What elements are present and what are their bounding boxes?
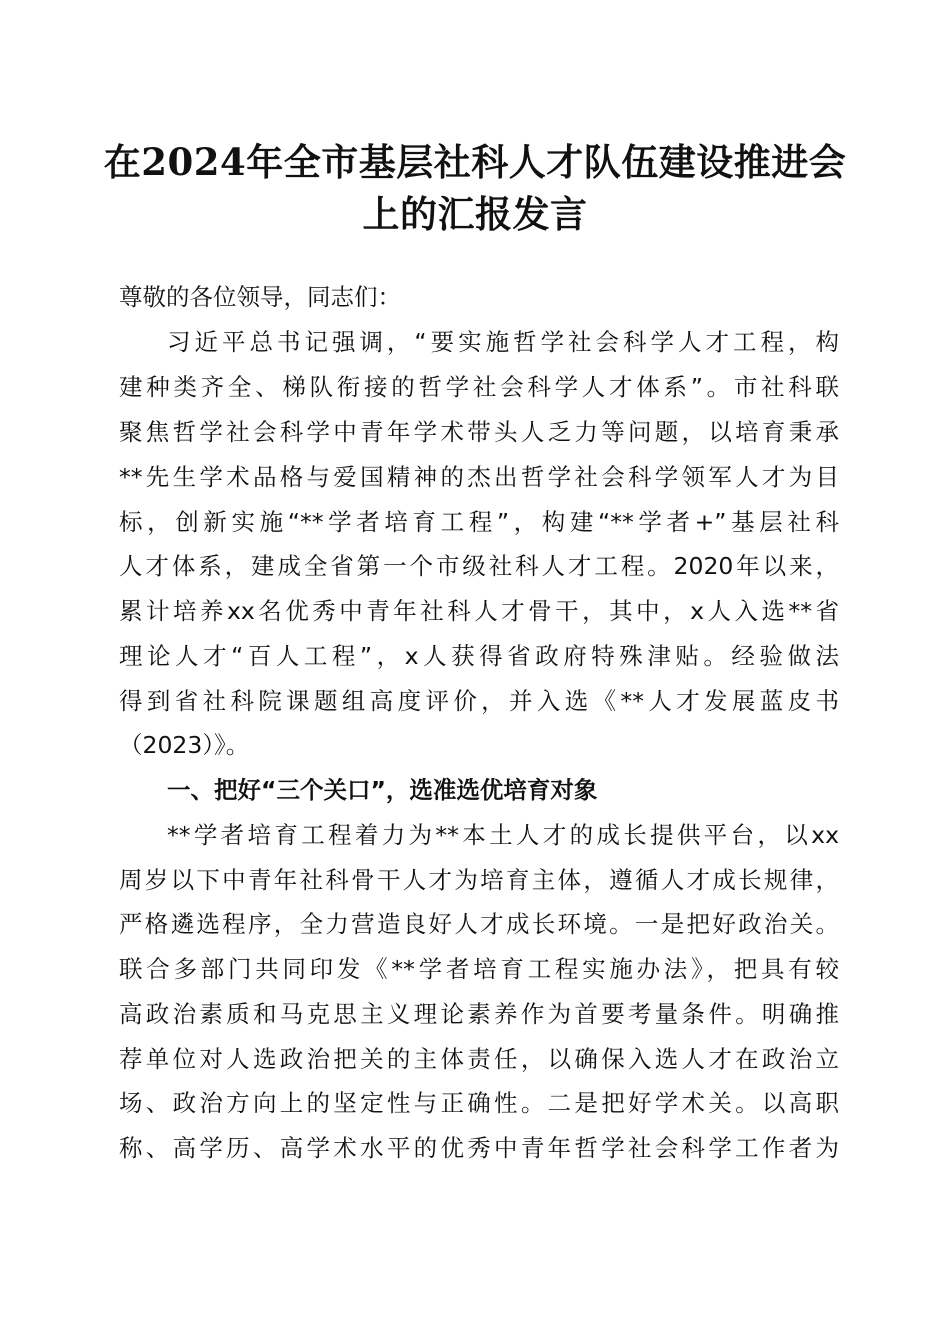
paragraph-2-line: 联合多部门共同印发《**学者培育工程实施办法》，把具有较 xyxy=(119,955,839,983)
document-title xyxy=(100,136,850,240)
paragraph-1-line: 理论人才“百人工程”，x人获得省政府特殊津贴。经验做法 xyxy=(119,642,839,670)
paragraph-2-line: 高政治素质和马克思主义理论素养作为首要考量条件。明确推 xyxy=(119,1000,839,1028)
paragraph-1-line: 人才体系，建成全省第一个市级社科人才工程。2020年以来， xyxy=(119,552,839,580)
paragraph-1-line: 得到省社科院课题组高度评价，并入选《**人才发展蓝皮书 xyxy=(119,687,839,715)
paragraph-2-line: **学者培育工程着力为**本土人才的成长提供平台，以xx xyxy=(167,821,839,849)
paragraph-1-line: 标，创新实施“**学者培育工程”，构建“**学者+”基层社科 xyxy=(119,508,839,536)
paragraph-2-line: 称、高学历、高学术水平的优秀中青年哲学社会科学工作者为 xyxy=(119,1134,839,1162)
title-line-2: 上的汇报发言 xyxy=(362,192,588,236)
paragraph-1-line: （2023）》。 xyxy=(119,731,250,759)
paragraph-1-line: 习近平总书记强调，“要实施哲学社会科学人才工程，构 xyxy=(167,328,839,356)
paragraph-1-line: 累计培养xx名优秀中青年社科人才骨干，其中，x人入选**省 xyxy=(119,597,839,625)
section-heading-1: 一、把好“三个关口”，选准选优培育对象 xyxy=(167,776,598,804)
paragraph-1-line: 建种类齐全、梯队衔接的哲学社会科学人才体系”。市社科联 xyxy=(119,373,839,401)
salutation: 尊敬的各位领导，同志们： xyxy=(119,283,401,311)
paragraph-1-line: 聚焦哲学社会科学中青年学术带头人乏力等问题，以培育秉承 xyxy=(119,418,839,446)
paragraph-2-line: 严格遴选程序，全力营造良好人才成长环境。一是把好政治关。 xyxy=(119,910,839,938)
title-line-1: 在2024年全市基层社科人才队伍建设推进会 xyxy=(103,140,847,184)
paragraph-1-line: **先生学术品格与爱国精神的杰出哲学社会科学领军人才为目 xyxy=(119,463,839,491)
paragraph-2-line: 场、政治方向上的坚定性与正确性。二是把好学术关。以高职 xyxy=(119,1089,839,1117)
paragraph-2-line: 荐单位对人选政治把关的主体责任，以确保入选人才在政治立 xyxy=(119,1045,839,1073)
paragraph-2-line: 周岁以下中青年社科骨干人才为培育主体，遵循人才成长规律， xyxy=(119,866,839,894)
